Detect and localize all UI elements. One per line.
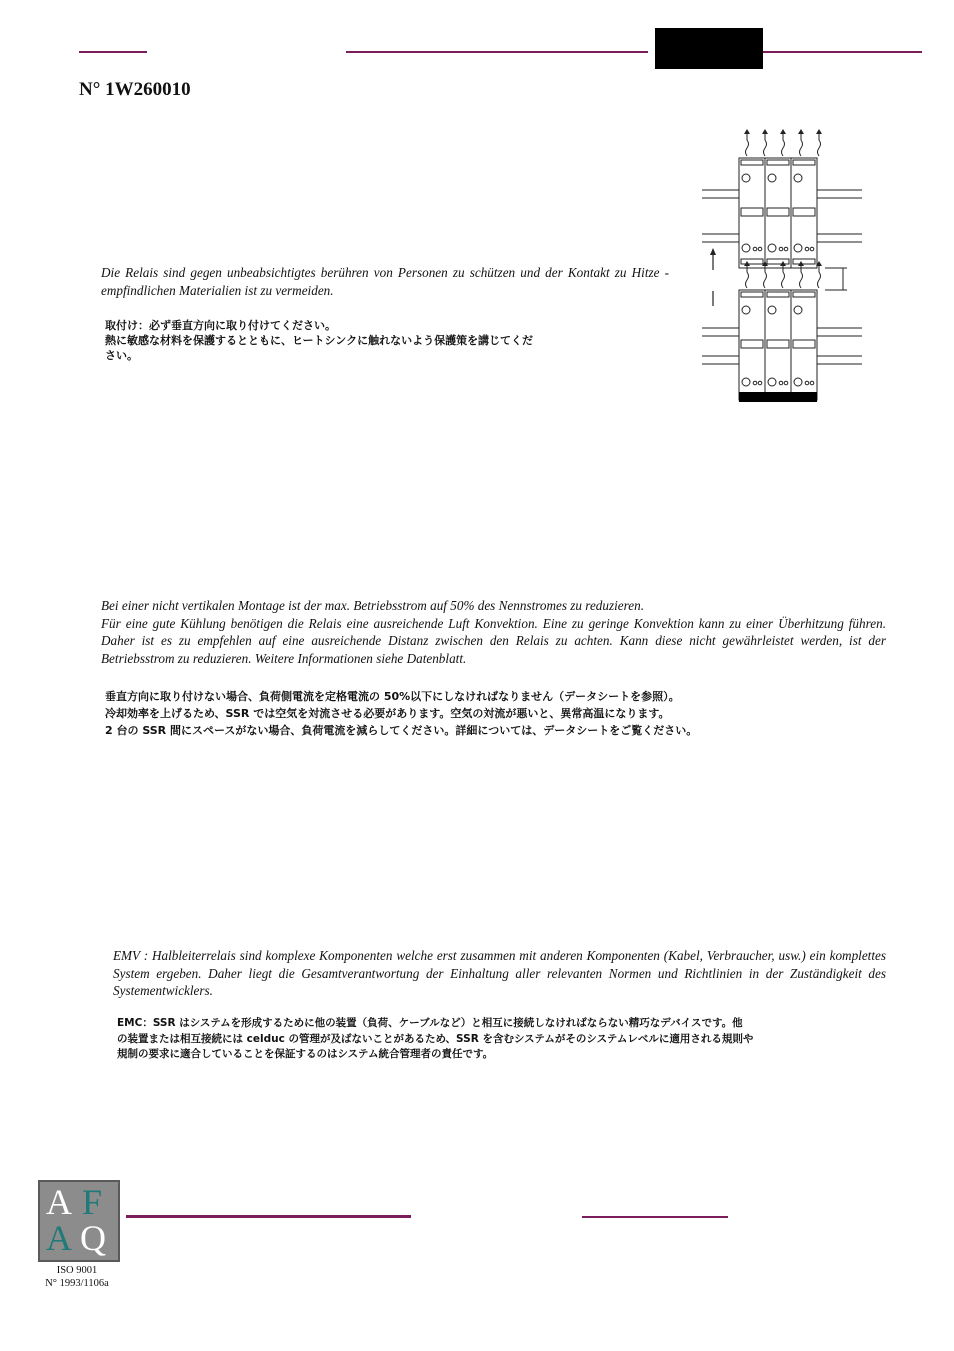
text-emc-jp: EMC：SSR はシステムを形成するために他の装置（負荷、ケーブルなど）と相互に接続しなければならない精巧なデバイスです。他 の装置または相互接続には celduc の管理が及ばないことがあるため、SSR を含むシステムがそのシステムレベルに適用される規則や 規制の要求に適合していることを保証するのはシステム統合管理者の責任です。 (117, 1017, 754, 1060)
relay-mounting-diagram (685, 128, 865, 406)
logo-letter-q: Q (80, 1218, 106, 1258)
text-emc-de: EMV : Halbleiterrelais sind komplexe Komponenten welche erst zusammen mit anderen Komponenten (Kabel, Verbraucher, usw.) ein komplettes System ergeben. Daher liegt die Gesamtverantwortung der Einhaltung aller relevanten Normen und Richtlinien in der Zuständigkeit des Systementwicklers. (113, 948, 886, 998)
text-touch-protection-de: Die Relais sind gegen unbeabsichtigtes berühren von Personen zu schützen und der Kontakt zu Hitze - empfindlichen Materialien ist zu vermeiden. (101, 265, 669, 298)
logo-letter-f: F (82, 1182, 103, 1222)
header-rule-right (763, 51, 922, 53)
iso-certificate-number: N° 1993/1106a (45, 1278, 109, 1289)
footer-rule-left (126, 1215, 411, 1218)
logo-letter-a2: A (46, 1218, 72, 1258)
text-touch-protection-jp: 取付け：必ず垂直方向に取り付けてください。 熱に敏感な材料を保護するとともに、ヒートシンクに触れないよう保護策を講じてくだ さい。 (105, 319, 534, 362)
text-mounting-cooling-jp: 垂直方向に取り付けない場合、負荷側電流を定格電流の 50%以下にしなければなりません（データシートを参照）。 冷却効率を上げるため、SSR では空気を対流させる必要があります。空気の対流が悪いと、異常高温になります。 2 台の SSR 間にスペースがない場合、負荷電流を減らしてください。詳細については、データシートをご覧ください。 (105, 690, 698, 737)
footer-rule-right (582, 1216, 728, 1218)
iso-standard: ISO 9001 (56, 1265, 98, 1276)
document-number: N° 1W260010 (79, 79, 191, 100)
iso-certification (30, 1264, 124, 1290)
text-mounting-cooling-de: Bei einer nicht vertikalen Montage ist der max. Betriebsstrom auf 50% des Nennstromes zu reduzieren. Für eine gute Kühlung benötigen die Relais eine ausreichende Luft Konvektion. Eine zu geringe Konvektion kann zu einer Überhitzung führen. Daher ist es zu empfehlen auf eine ausreichende Distanz zwischen den Relais zu achten. Kann diese nicht gewährleistet werden, ist der Betriebsstrom zu reduzieren. Weitere Informationen siehe Datenblatt. (101, 598, 886, 666)
header-rule-left (79, 51, 147, 53)
logo-letter-a1: A (46, 1182, 72, 1222)
header-black-box (655, 28, 763, 69)
afaq-logo (38, 1180, 120, 1262)
header-rule-middle (346, 51, 648, 53)
